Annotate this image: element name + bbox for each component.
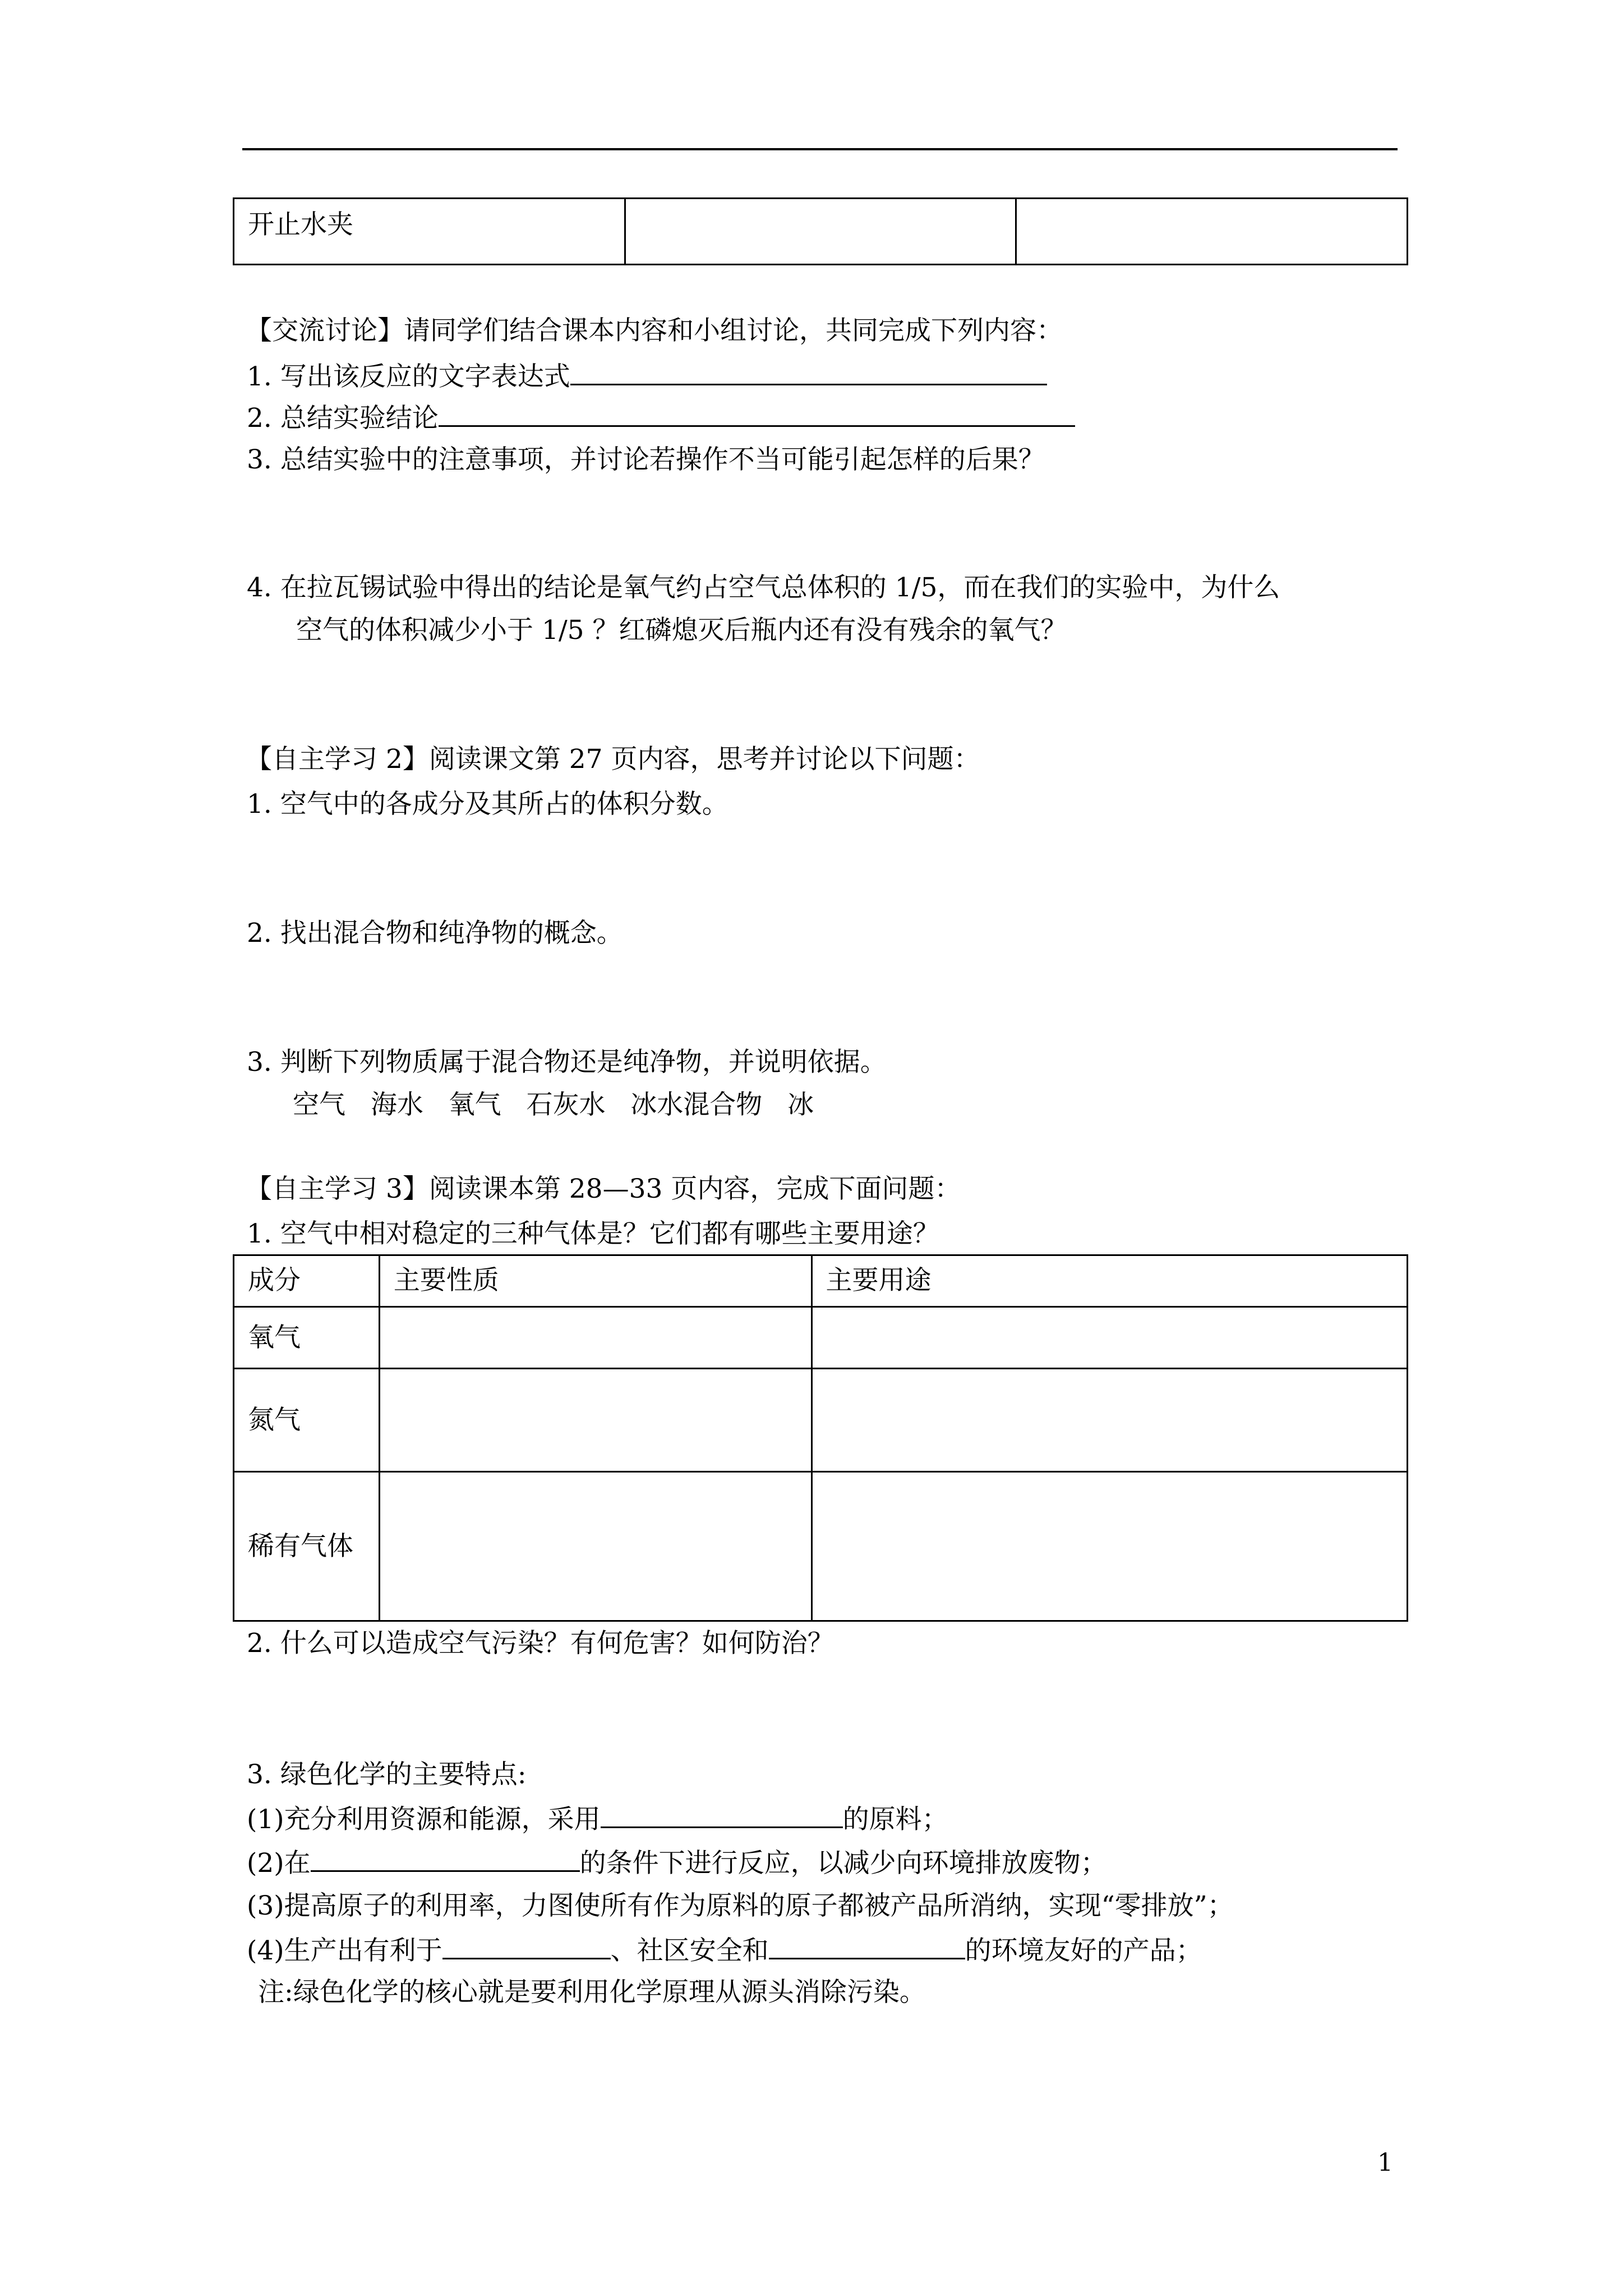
table-cell: 氧气: [248, 1322, 301, 1353]
question: [247, 359, 1047, 394]
table-cell: [626, 199, 1016, 208]
question: 3. 总结实验中的注意事项，并讨论若操作不当可能引起怎样的后果？: [247, 444, 1045, 475]
answer-blank: [442, 1933, 611, 1959]
question: 2. 什么可以造成空气污染？有何危害？如何防治？: [247, 1628, 834, 1659]
point-text: (2)在: [247, 1848, 311, 1879]
point-text: (4)生产出有利于: [247, 1935, 442, 1966]
point: [247, 1802, 948, 1837]
table-header: 成分: [248, 1265, 301, 1296]
answer-blank: [570, 359, 1047, 385]
discussion-heading: 【交流讨论】请同学们结合课本内容和小组讨论，共同完成下列内容：: [246, 315, 1063, 346]
table-cell: 稀有气体: [248, 1530, 353, 1562]
header-rule: [242, 148, 1398, 150]
point-text: 的环境友好的产品；: [965, 1935, 1202, 1966]
question: 1. 空气中的各成分及其所占的体积分数。: [247, 789, 728, 820]
answer-blank: [601, 1802, 843, 1828]
answer-blank: [439, 401, 1075, 427]
table-header-row: [234, 1255, 1408, 1307]
point: (3)提高原子的利用率，力图使所有作为原料的原子都被产品所消纳，实现“零排放”；: [247, 1890, 1234, 1921]
note: 注:绿色化学的核心就是要利用化学原理从源头消除污染。: [258, 1977, 926, 2008]
substance-list: 空气 海水 氧气 石灰水 冰水混合物 冰: [293, 1089, 814, 1120]
point-text: 的原料；: [842, 1804, 948, 1835]
question-text: 2. 总结实验结论: [247, 403, 439, 434]
table-cell: 氮气: [248, 1404, 301, 1435]
question-text: 1. 写出该反应的文字表达式: [247, 361, 570, 392]
question: 空气的体积减少小于 1/5 ？红磷熄灭后瓶内还有没有残余的氧气？: [296, 615, 1067, 646]
question: 3. 绿色化学的主要特点:: [247, 1759, 527, 1790]
page-number: 1: [1377, 2148, 1393, 2177]
point-text: (1)充分利用资源和能源，采用: [247, 1804, 601, 1835]
question: 3. 判断下列物质属于混合物还是纯净物，并说明依据。: [247, 1047, 887, 1078]
table-cell: 开止水夹: [248, 209, 353, 240]
table-row: [234, 1369, 1408, 1472]
answer-blank: [769, 1933, 965, 1959]
gas-table: [233, 1254, 1408, 1622]
point: [247, 1933, 1202, 1968]
question: 2. 找出混合物和纯净物的概念。: [247, 918, 623, 949]
point: [247, 1846, 1107, 1880]
answer-blank: [311, 1846, 580, 1872]
table-header: 主要用途: [826, 1265, 932, 1296]
section-heading: 【自主学习 3】阅读课本第 28—33 页内容，完成下面问题：: [246, 1174, 961, 1204]
point-text: 的条件下进行反应，以减少向环境排放废物；: [579, 1848, 1107, 1879]
table-row: [234, 1472, 1408, 1621]
point-text: 、社区安全和: [610, 1935, 769, 1966]
question: 1. 空气中相对稳定的三种气体是？它们都有哪些主要用途？: [247, 1218, 939, 1249]
section-heading: 【自主学习 2】阅读课文第 27 页内容，思考并讨论以下问题：: [246, 744, 980, 775]
top-table: [233, 197, 1408, 265]
table-row: [234, 1307, 1408, 1369]
question: [247, 401, 1075, 435]
table-cell: [1017, 199, 1407, 208]
table-header: 主要性质: [393, 1265, 499, 1296]
question: 4. 在拉瓦锡试验中得出的结论是氧气约占空气总体积的 1/5，而在我们的实验中，为什么: [247, 572, 1280, 603]
